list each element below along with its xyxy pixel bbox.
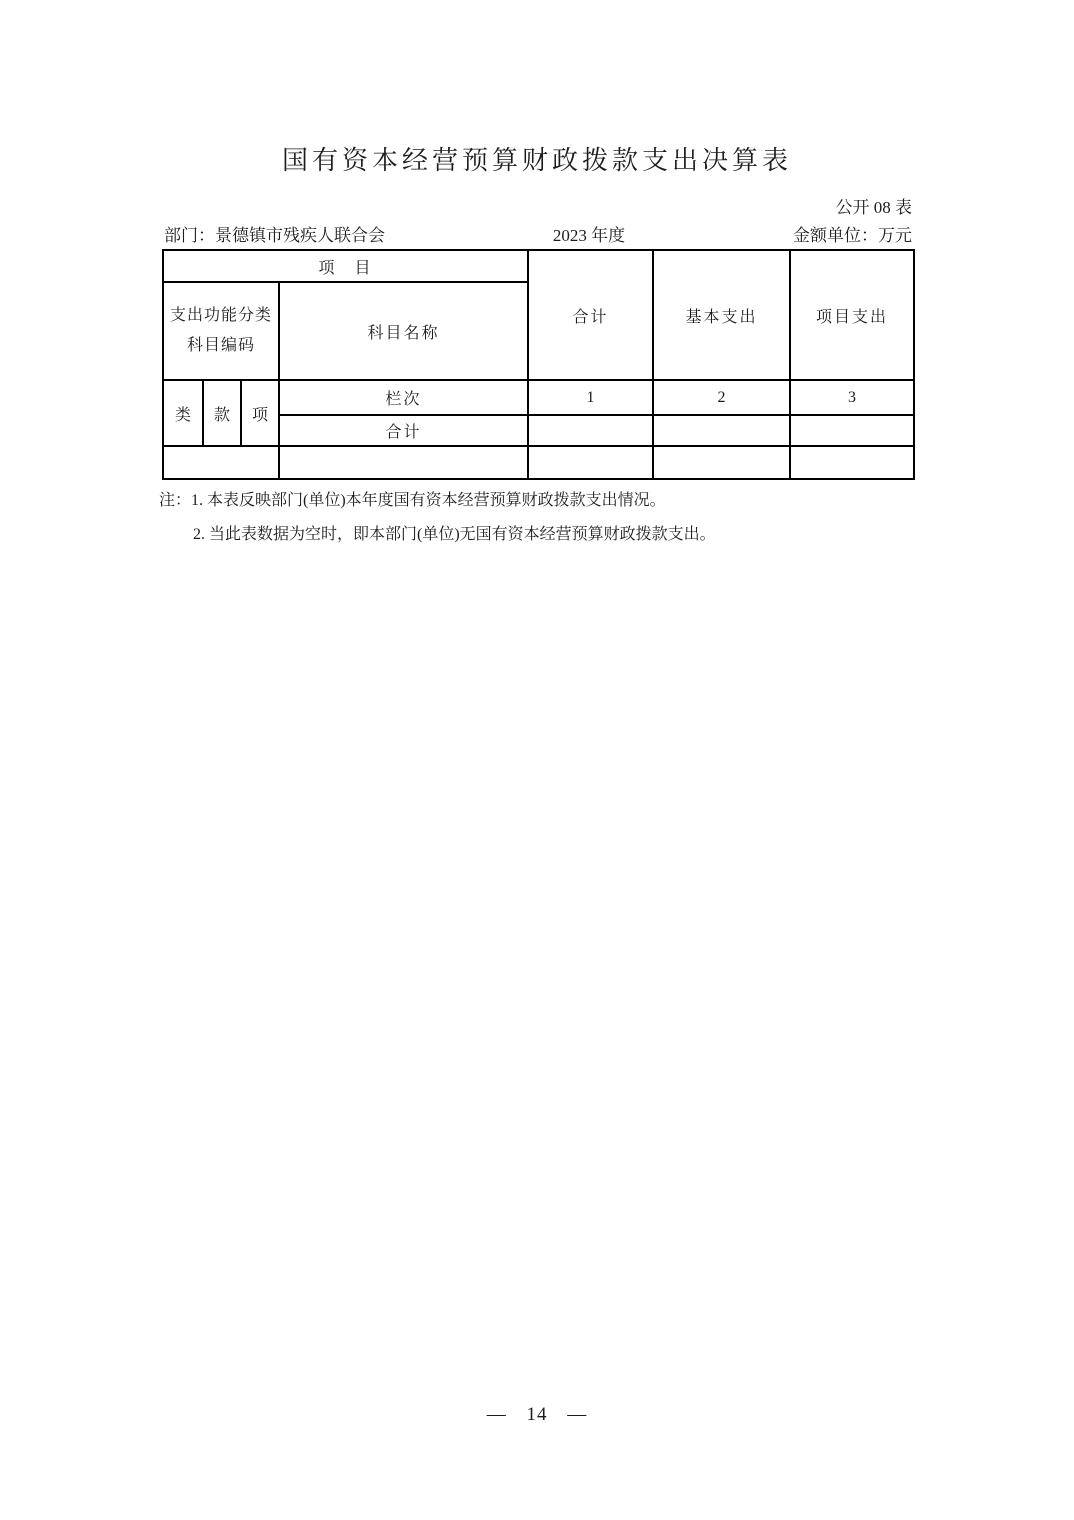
empty-row-name [279, 446, 528, 479]
header-project-expenditure: 项目支出 [790, 250, 914, 380]
note-1: 注：1. 本表反映部门(单位)本年度国有资本经营预算财政拨款支出情况。 [159, 492, 666, 509]
department-label: 部门：景德镇市残疾人联合会 [164, 226, 385, 245]
total-row-value-project [790, 415, 914, 446]
empty-row-value-project [790, 446, 914, 479]
func-class-line2: 科目编码 [186, 337, 255, 354]
header-subject-name: 科目名称 [279, 282, 528, 380]
fiscal-year-label: 2023 年度 [552, 226, 626, 245]
note-2: 2. 当此表数据为空时，即本部门(单位)无国有资本经营预算财政拨款支出。 [193, 526, 716, 544]
total-row-name: 合计 [279, 415, 528, 446]
empty-row-value-total [528, 446, 653, 479]
total-row-value-total [528, 415, 653, 446]
subheader-item: 项 [241, 380, 279, 446]
header-func-class-code [163, 282, 279, 380]
subheader-section: 款 [203, 380, 241, 446]
header-project: 项 目 [163, 250, 528, 282]
page-number: — 14 — [486, 1404, 588, 1425]
meta-row [164, 221, 912, 246]
header-basic-expenditure: 基本支出 [653, 250, 790, 380]
header-total: 合计 [528, 250, 653, 380]
empty-row-value-basic [653, 446, 790, 479]
total-row-value-basic [653, 415, 790, 446]
subheader-column-label: 栏次 [279, 380, 528, 415]
column-number-1: 1 [528, 380, 653, 415]
budget-table [162, 249, 915, 480]
subheader-class: 类 [163, 380, 203, 446]
amount-unit-label: 金额单位：万元 [793, 226, 912, 245]
column-number-3: 3 [790, 380, 914, 415]
notes-block [159, 491, 1074, 544]
column-number-2: 2 [653, 380, 790, 415]
table-code-label: 公开 08 表 [835, 198, 912, 217]
func-class-line1: 支出功能分类 [169, 306, 272, 324]
page-title: 国有资本经营预算财政拨款支出决算表 [281, 146, 792, 175]
empty-row-code [163, 446, 279, 479]
